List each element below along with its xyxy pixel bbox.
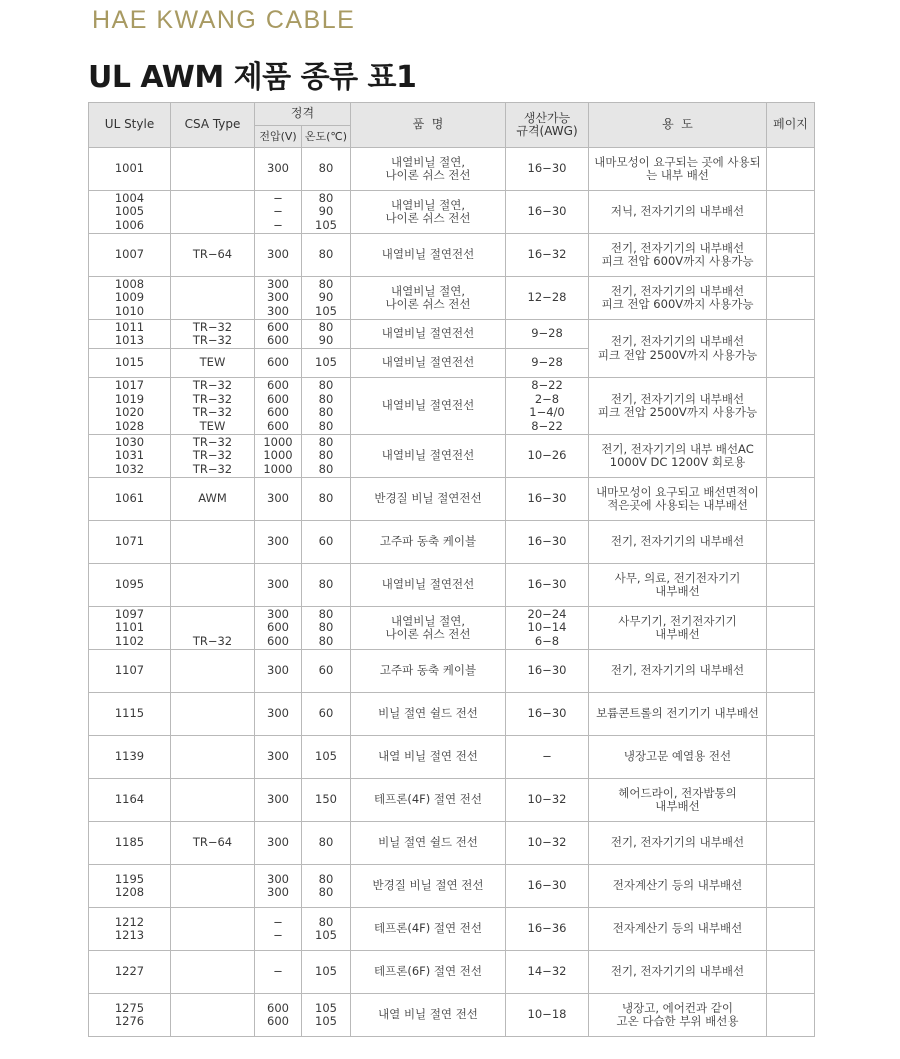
cell-temperature: 80	[302, 234, 351, 277]
cell-page	[767, 521, 815, 564]
cell-product-name: 내열비닐 절연전선	[351, 378, 506, 435]
cell-product-name: 테프론(6F) 절연 전선	[351, 951, 506, 994]
cell-temperature: 105	[302, 349, 351, 378]
cell-ul-style: 1011 1013	[89, 320, 171, 349]
cell-temperature: 60	[302, 650, 351, 693]
table-row	[89, 564, 815, 607]
cell-usage: 저닉, 전자기기의 내부배선	[589, 191, 767, 234]
table-row	[89, 650, 815, 693]
header-awg-line1: 생산가능	[523, 110, 571, 125]
cell-usage: 전기, 전자기기의 내부배선 피크 전압 600V까지 사용가능	[589, 234, 767, 277]
cell-temperature: 80	[302, 478, 351, 521]
cell-voltage: 300	[255, 779, 302, 822]
table-row	[89, 736, 815, 779]
cell-csa-type: TR−64	[171, 234, 255, 277]
cell-csa-type: TR−32 TR−32	[171, 320, 255, 349]
table-row	[89, 822, 815, 865]
cell-temperature: 60	[302, 693, 351, 736]
cell-page	[767, 736, 815, 779]
table-row	[89, 908, 815, 951]
cell-page	[767, 951, 815, 994]
cell-page	[767, 994, 815, 1037]
cell-temperature: 105	[302, 951, 351, 994]
cell-usage: 전자계산기 등의 내부배선	[589, 908, 767, 951]
table-row	[89, 435, 815, 478]
cell-awg: −	[506, 736, 589, 779]
cell-voltage: −	[255, 951, 302, 994]
cell-csa-type: TR−64	[171, 822, 255, 865]
header-usage: 용 도	[589, 103, 767, 148]
table-row	[89, 865, 815, 908]
cell-csa-type	[171, 951, 255, 994]
cell-usage: 전기, 전자기기의 내부배선	[589, 650, 767, 693]
cell-awg: 16−30	[506, 191, 589, 234]
header-product-name: 품 명	[351, 103, 506, 148]
cell-voltage: 300	[255, 822, 302, 865]
cell-csa-type	[171, 693, 255, 736]
cell-awg: 16−30	[506, 148, 589, 191]
cell-temperature: 80 80	[302, 865, 351, 908]
table-row	[89, 607, 815, 650]
cell-page	[767, 320, 815, 378]
cell-product-name: 반경질 비닐 절연전선	[351, 478, 506, 521]
cell-product-name: 내열비닐 절연전선	[351, 435, 506, 478]
cell-temperature: 80 105	[302, 908, 351, 951]
cell-usage: 전기, 전자기기의 내부배선	[589, 951, 767, 994]
cell-product-name: 내열비닐 절연, 나이론 쉬스 전선	[351, 191, 506, 234]
cell-ul-style: 1008 1009 1010	[89, 277, 171, 320]
table-row	[89, 277, 815, 320]
cell-csa-type	[171, 650, 255, 693]
cell-voltage: 300	[255, 234, 302, 277]
cell-csa-type: TR−32	[171, 607, 255, 650]
cell-usage: 전기, 전자기기의 내부배선 피크 전압 2500V까지 사용가능	[589, 320, 767, 378]
cell-csa-type	[171, 908, 255, 951]
cell-ul-style: 1107	[89, 650, 171, 693]
cell-awg: 16−30	[506, 521, 589, 564]
table-row	[89, 234, 815, 277]
cell-awg: 10−26	[506, 435, 589, 478]
header-awg	[506, 103, 589, 148]
cell-ul-style: 1095	[89, 564, 171, 607]
cell-usage: 내마모성이 요구되고 배선면적이 적은곳에 사용되는 내부배선	[589, 478, 767, 521]
cell-csa-type: TR−32 TR−32 TR−32 TEW	[171, 378, 255, 435]
cell-awg: 16−36	[506, 908, 589, 951]
cell-temperature: 80	[302, 564, 351, 607]
cell-temperature: 80 90 105	[302, 191, 351, 234]
cell-product-name: 내열비닐 절연전선	[351, 349, 506, 378]
cell-temperature: 80 80 80 80	[302, 378, 351, 435]
cell-ul-style: 1115	[89, 693, 171, 736]
cell-voltage: 600 600	[255, 994, 302, 1037]
cell-page	[767, 779, 815, 822]
page-title: UL AWM 제품 종류 표1	[88, 60, 417, 95]
cell-voltage: − − −	[255, 191, 302, 234]
cell-temperature: 80 80 80	[302, 607, 351, 650]
header-awg-line2: 규격(AWG)	[516, 124, 578, 138]
cell-product-name: 내열 비닐 절연 전선	[351, 736, 506, 779]
brand-logo-text: HAE KWANG CABLE	[92, 6, 356, 34]
cell-ul-style: 1195 1208	[89, 865, 171, 908]
cell-awg: 9−28	[506, 349, 589, 378]
cell-product-name: 내열비닐 절연, 나이론 쉬스 전선	[351, 148, 506, 191]
cell-product-name: 테프론(4F) 절연 전선	[351, 779, 506, 822]
cell-temperature: 80 90	[302, 320, 351, 349]
cell-awg: 16−30	[506, 564, 589, 607]
cell-voltage: 300	[255, 478, 302, 521]
cell-csa-type: TR−32 TR−32 TR−32	[171, 435, 255, 478]
cell-awg: 16−30	[506, 650, 589, 693]
cell-ul-style: 1097 1101 1102	[89, 607, 171, 650]
table-row	[89, 693, 815, 736]
cell-ul-style: 1071	[89, 521, 171, 564]
cell-page	[767, 564, 815, 607]
cell-csa-type	[171, 564, 255, 607]
table-row	[89, 779, 815, 822]
cell-temperature: 105 105	[302, 994, 351, 1037]
header-voltage: 전압(V)	[255, 126, 302, 148]
cell-awg: 16−30	[506, 865, 589, 908]
cell-awg: 10−18	[506, 994, 589, 1037]
cell-usage: 보륨콘트롤의 전기기기 내부배선	[589, 693, 767, 736]
header-ul-style: UL Style	[89, 103, 171, 148]
cell-usage: 냉장고, 에어컨과 같이 고온 다습한 부위 배선용	[589, 994, 767, 1037]
cell-product-name: 내열비닐 절연전선	[351, 320, 506, 349]
table-row	[89, 951, 815, 994]
cell-page	[767, 478, 815, 521]
table-row	[89, 320, 815, 349]
cell-ul-style: 1227	[89, 951, 171, 994]
cell-awg: 16−30	[506, 478, 589, 521]
cell-temperature: 60	[302, 521, 351, 564]
header-page: 페이지	[767, 103, 815, 148]
cell-ul-style: 1061	[89, 478, 171, 521]
cell-usage: 전기, 전자기기의 내부 배선AC 1000V DC 1200V 회로용	[589, 435, 767, 478]
table-row	[89, 478, 815, 521]
cell-usage: 냉장고문 예열용 전선	[589, 736, 767, 779]
cell-usage: 내마모성이 요구되는 곳에 사용되 는 내부 배선	[589, 148, 767, 191]
cell-csa-type	[171, 277, 255, 320]
cell-page	[767, 650, 815, 693]
cell-product-name: 내열비닐 절연, 나이론 쉬스 전선	[351, 277, 506, 320]
cell-page	[767, 693, 815, 736]
cell-csa-type	[171, 779, 255, 822]
cell-page	[767, 234, 815, 277]
cell-awg: 10−32	[506, 779, 589, 822]
cell-voltage: 600	[255, 349, 302, 378]
cell-voltage: 300	[255, 650, 302, 693]
cell-temperature: 80 90 105	[302, 277, 351, 320]
cell-page	[767, 435, 815, 478]
cell-voltage: 300 600 600	[255, 607, 302, 650]
header-csa-type: CSA Type	[171, 103, 255, 148]
cell-product-name: 내열비닐 절연전선	[351, 234, 506, 277]
table-row	[89, 521, 815, 564]
ul-awm-product-table	[88, 102, 815, 1037]
header-rating: 정격	[255, 103, 351, 126]
cell-voltage: 300	[255, 521, 302, 564]
table-row	[89, 994, 815, 1037]
table-row	[89, 191, 815, 234]
cell-awg: 14−32	[506, 951, 589, 994]
cell-voltage: 600 600	[255, 320, 302, 349]
cell-awg: 10−32	[506, 822, 589, 865]
cell-product-name: 내열비닐 절연, 나이론 쉬스 전선	[351, 607, 506, 650]
cell-csa-type	[171, 148, 255, 191]
cell-csa-type	[171, 191, 255, 234]
cell-page	[767, 822, 815, 865]
cell-awg: 9−28	[506, 320, 589, 349]
cell-awg: 20−24 10−14 6−8	[506, 607, 589, 650]
cell-csa-type	[171, 865, 255, 908]
cell-product-name: 고주파 동축 케이블	[351, 521, 506, 564]
cell-csa-type	[171, 736, 255, 779]
cell-ul-style: 1001	[89, 148, 171, 191]
cell-ul-style: 1164	[89, 779, 171, 822]
cell-voltage: 300 300 300	[255, 277, 302, 320]
cell-voltage: 300	[255, 736, 302, 779]
cell-usage: 전기, 전자기기의 내부배선	[589, 822, 767, 865]
cell-product-name: 비닐 절연 쉴드 전선	[351, 822, 506, 865]
cell-usage: 사무기기, 전기전자기기 내부배선	[589, 607, 767, 650]
cell-csa-type: AWM	[171, 478, 255, 521]
cell-awg: 16−30	[506, 693, 589, 736]
cell-page	[767, 378, 815, 435]
cell-product-name: 비닐 절연 쉴드 전선	[351, 693, 506, 736]
cell-ul-style: 1004 1005 1006	[89, 191, 171, 234]
cell-ul-style: 1139	[89, 736, 171, 779]
cell-page	[767, 191, 815, 234]
cell-ul-style: 1212 1213	[89, 908, 171, 951]
cell-page	[767, 148, 815, 191]
cell-product-name: 반경질 비닐 절연 전선	[351, 865, 506, 908]
cell-ul-style: 1030 1031 1032	[89, 435, 171, 478]
cell-awg: 12−28	[506, 277, 589, 320]
cell-voltage: − −	[255, 908, 302, 951]
cell-ul-style: 1015	[89, 349, 171, 378]
cell-csa-type	[171, 994, 255, 1037]
table-body	[89, 148, 815, 1037]
cell-awg: 8−22 2−8 1−4/0 8−22	[506, 378, 589, 435]
cell-page	[767, 908, 815, 951]
cell-voltage: 300	[255, 564, 302, 607]
cell-voltage: 300 300	[255, 865, 302, 908]
cell-ul-style: 1007	[89, 234, 171, 277]
cell-temperature: 80	[302, 822, 351, 865]
cell-voltage: 300	[255, 693, 302, 736]
cell-ul-style: 1017 1019 1020 1028	[89, 378, 171, 435]
cell-product-name: 내열비닐 절연전선	[351, 564, 506, 607]
cell-usage: 전기, 전자기기의 내부배선 피크 전압 600V까지 사용가능	[589, 277, 767, 320]
cell-voltage: 600 600 600 600	[255, 378, 302, 435]
cell-product-name: 고주파 동축 케이블	[351, 650, 506, 693]
cell-usage: 헤어드라이, 전자밥통의 내부배선	[589, 779, 767, 822]
cell-product-name: 테프론(4F) 절연 전선	[351, 908, 506, 951]
cell-voltage: 300	[255, 148, 302, 191]
cell-temperature: 105	[302, 736, 351, 779]
cell-temperature: 80	[302, 148, 351, 191]
cell-temperature: 150	[302, 779, 351, 822]
cell-usage: 전기, 전자기기의 내부배선 피크 전압 2500V까지 사용가능	[589, 378, 767, 435]
cell-usage: 전기, 전자기기의 내부배선	[589, 521, 767, 564]
cell-csa-type	[171, 521, 255, 564]
cell-page	[767, 277, 815, 320]
cell-page	[767, 607, 815, 650]
table-row	[89, 378, 815, 435]
cell-temperature: 80 80 80	[302, 435, 351, 478]
cell-voltage: 1000 1000 1000	[255, 435, 302, 478]
cell-usage: 전자계산기 등의 내부배선	[589, 865, 767, 908]
cell-page	[767, 865, 815, 908]
cell-usage: 사무, 의료, 전기전자기기 내부배선	[589, 564, 767, 607]
header-temperature: 온도(℃)	[302, 126, 351, 148]
table-row	[89, 148, 815, 191]
cell-ul-style: 1185	[89, 822, 171, 865]
cell-awg: 16−32	[506, 234, 589, 277]
cell-csa-type: TEW	[171, 349, 255, 378]
cell-ul-style: 1275 1276	[89, 994, 171, 1037]
cell-product-name: 내열 비닐 절연 전선	[351, 994, 506, 1037]
